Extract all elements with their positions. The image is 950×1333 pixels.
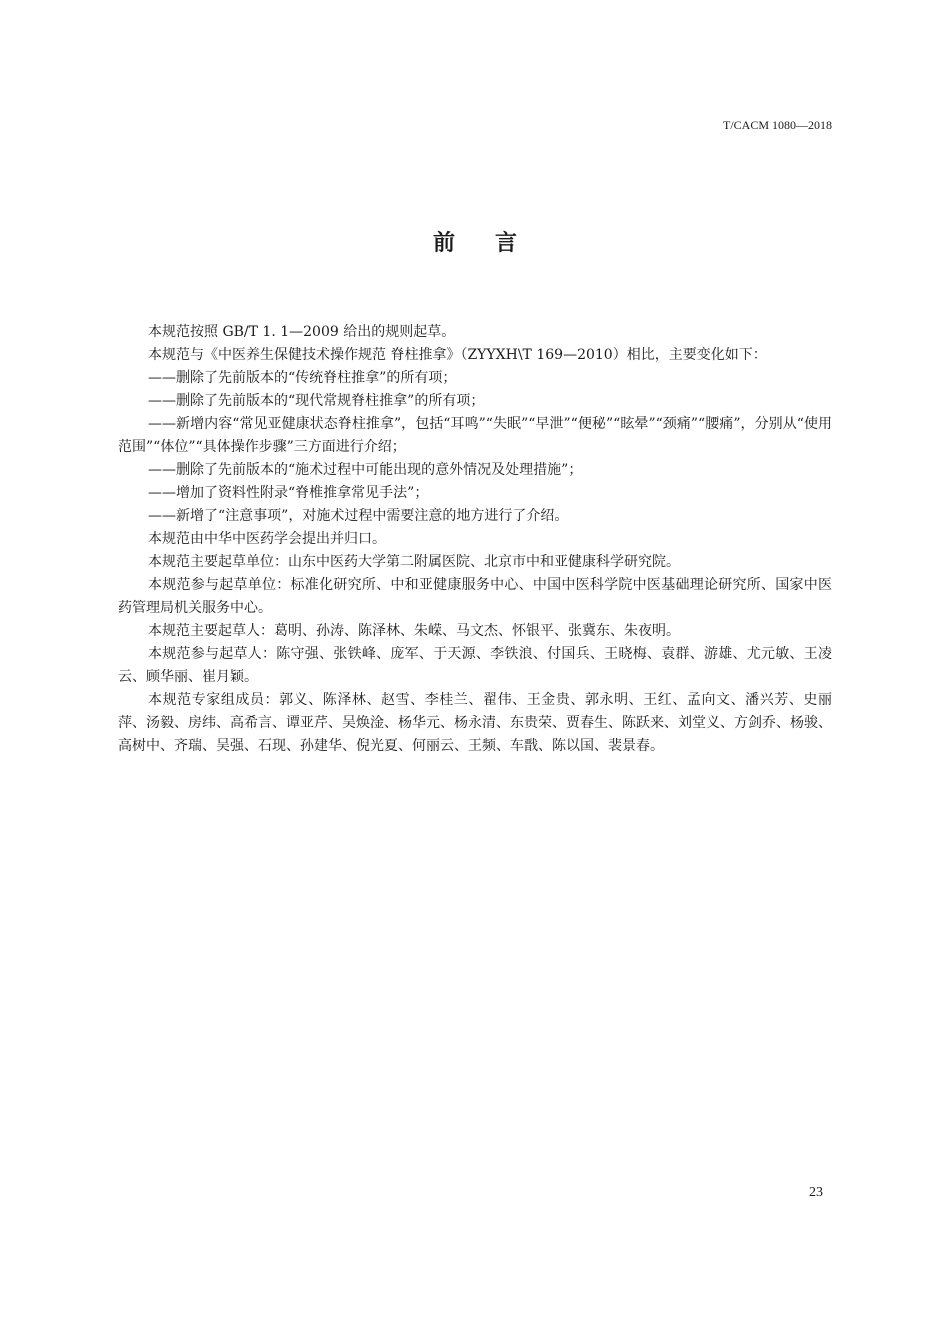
list-item: ——新增内容“常见亚健康状态脊柱推拿”，包括“耳鸣”“失眠”“早泄”“便秘”“眩晕”“颈痛”“腰痛”，分别从“使用范围”“体位”“具体操作步骤”三方面进行介绍； [118, 416, 832, 455]
standard-code: T/CACM 1080—2018 [722, 118, 832, 132]
list-item: ——删除了先前版本的“现代常规脊柱推拿”的所有项； [148, 393, 485, 409]
list-item: ——删除了先前版本的“传统脊柱推拿”的所有项； [148, 370, 457, 386]
list-item: ——增加了资料性附录“脊椎推拿常见手法”； [148, 485, 429, 501]
paragraph: 本规范参与起草单位：标准化研究所、中和亚健康服务中心、中国中医科学院中医基础理论研究所、国家中医药管理局机关服务中心。 [118, 577, 832, 616]
paragraph: 本规范与《中医养生保健技术操作规范 脊柱推拿》（ZYYXH\T 169—2010）相比，主要变化如下： [148, 347, 767, 363]
paragraph: 本规范专家组成员：郭义、陈泽林、赵雪、李桂兰、翟伟、王金贵、郭永明、王红、孟向文、潘兴芳、史丽萍、汤毅、房纬、高希言、谭亚芹、吴焕淦、杨华元、杨永清、东贵荣、贾春生、陈跃来、刘堂义、方剑乔、杨骏、高树中、齐瑞、吴强、石现、孙建华、倪光夏、何丽云、王频、车戬、陈以国、裴景春。 [118, 692, 832, 754]
list-item: ——新增了“注意事项”，对施术过程中需要注意的地方进行了介绍。 [148, 508, 569, 524]
paragraph: 本规范主要起草单位：山东中医药大学第二附属医院、北京市中和亚健康科学研究院。 [148, 554, 680, 570]
document-body [118, 321, 832, 758]
paragraph: 本规范按照 GB/T 1. 1—2009 给出的规则起草。 [148, 324, 456, 340]
paragraph: 本规范参与起草人：陈守强、张铁峰、庞军、于天源、李铁浪、付国兵、王晓梅、袁群、游雄、尤元敏、王凌云、顾华丽、崔月颖。 [118, 646, 832, 685]
page-title: 前言 [432, 231, 557, 256]
page-number: 23 [809, 1185, 823, 1200]
list-item: ——删除了先前版本的“施术过程中可能出现的意外情况及处理措施”； [148, 462, 583, 478]
paragraph: 本规范主要起草人：葛明、孙涛、陈泽林、朱嵘、马文杰、怀银平、张冀东、朱夜明。 [148, 623, 680, 639]
paragraph: 本规范由中华中医药学会提出并归口。 [148, 531, 386, 547]
